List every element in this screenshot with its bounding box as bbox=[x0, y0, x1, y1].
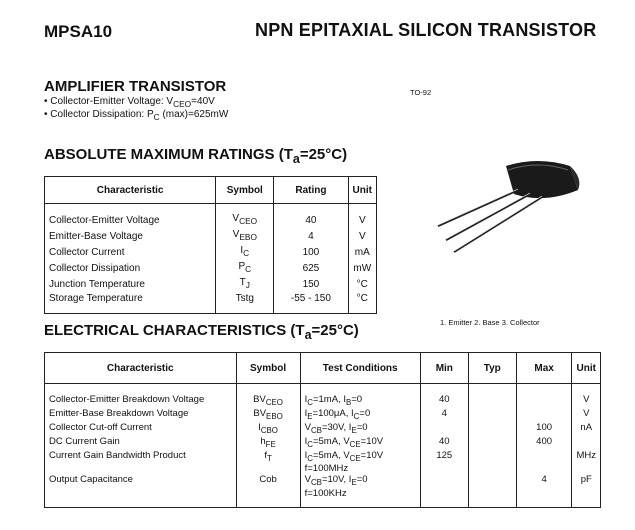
column-header: Test Conditions bbox=[300, 353, 420, 384]
table-cell: 40 bbox=[274, 204, 348, 229]
table-cell bbox=[516, 408, 572, 422]
table-row bbox=[45, 436, 601, 450]
table-cell: 100 bbox=[516, 422, 572, 436]
table-row bbox=[45, 422, 601, 436]
table-cell: 100 bbox=[274, 244, 348, 260]
table-cell: $I_C=5mA$, $V_{CE}=10V$ bbox=[300, 436, 420, 450]
column-header: Characteristic bbox=[45, 177, 216, 204]
table-row bbox=[45, 204, 377, 229]
transistor-body bbox=[506, 161, 579, 198]
table-cell: 40 bbox=[420, 436, 468, 450]
column-header: Characteristic bbox=[45, 353, 237, 384]
table-cell: V bbox=[583, 394, 590, 405]
table-row bbox=[45, 408, 601, 422]
table-cell: Collector-Emitter Voltage bbox=[45, 204, 216, 229]
feature-list bbox=[44, 96, 228, 122]
table-cell: V bbox=[358, 230, 366, 242]
feature-item: • Collector Dissipation: $P_C$ (max)=625mW bbox=[44, 109, 229, 122]
table-cell: 150 bbox=[274, 276, 348, 292]
table-cell bbox=[468, 436, 516, 450]
table-cell: Tstg bbox=[216, 292, 274, 305]
table-cell: °C bbox=[356, 293, 368, 304]
table-cell bbox=[516, 384, 572, 408]
table-cell bbox=[516, 450, 572, 464]
package-label: TO-92 bbox=[410, 88, 432, 97]
table-header-row bbox=[45, 353, 601, 384]
table-row bbox=[45, 384, 601, 408]
table-cell bbox=[45, 463, 237, 474]
table-header-row bbox=[45, 177, 377, 204]
table-row bbox=[45, 276, 377, 292]
table-cell: 4 bbox=[420, 408, 468, 422]
document-title: NPN EPITAXIAL SILICON TRANSISTOR bbox=[255, 20, 597, 40]
column-header: Unit bbox=[348, 177, 376, 204]
table-cell: $f_T$ bbox=[236, 450, 300, 464]
table-cell: 4 bbox=[516, 474, 572, 488]
table-cell bbox=[572, 488, 601, 499]
feature-item: • Collector-Emitter Voltage: $V_{CEO}=40V$ bbox=[44, 96, 215, 109]
table-cell: $I_C=1mA$, $I_B=0$ bbox=[300, 384, 420, 408]
table-cell: $I_{CBO}$ bbox=[236, 422, 300, 436]
transistor-leads bbox=[438, 190, 542, 252]
table-row bbox=[45, 474, 601, 488]
column-header: Rating bbox=[274, 177, 348, 204]
table-cell: f=100KHz bbox=[300, 488, 420, 499]
table-cell bbox=[468, 408, 516, 422]
table-cell: mA bbox=[354, 246, 370, 258]
table-cell bbox=[572, 463, 601, 474]
table-cell: Storage Temperature bbox=[45, 292, 216, 305]
section-heading-electrical: ELECTRICAL CHARACTERISTICS $(T_a=25^\circ C)$ bbox=[44, 322, 359, 342]
table-cell: Collector Cut-off Current bbox=[45, 422, 237, 436]
table-cell: V bbox=[358, 214, 366, 226]
table-cell bbox=[420, 463, 468, 474]
table-cell: °C bbox=[356, 278, 368, 290]
table-cell bbox=[45, 488, 237, 499]
table-row bbox=[45, 488, 601, 499]
table-cell: $P_C$ bbox=[216, 260, 274, 276]
column-header: Symbol bbox=[216, 177, 274, 204]
table-cell: $V_{EBO}$ bbox=[216, 228, 274, 244]
table-cell bbox=[468, 488, 516, 499]
column-header: Symbol bbox=[236, 353, 300, 384]
table-cell: $BV_{EBO}$ bbox=[236, 408, 300, 422]
table-cell bbox=[420, 488, 468, 499]
table-cell bbox=[236, 463, 300, 474]
table-cell: MHz bbox=[576, 449, 596, 461]
column-header: Max bbox=[516, 353, 572, 384]
table-cell: nA bbox=[580, 421, 593, 433]
table-cell bbox=[236, 488, 300, 499]
table-cell bbox=[516, 463, 572, 474]
table-cell: Collector Current bbox=[45, 244, 216, 260]
table-cell: $T_J$ bbox=[216, 276, 274, 292]
table-cell: mW bbox=[353, 262, 372, 274]
column-header: Unit bbox=[572, 353, 601, 384]
table-cell: $h_{FE}$ bbox=[236, 436, 300, 450]
table-cell: Cob bbox=[236, 474, 300, 488]
table-cell: Output Capacitance bbox=[45, 474, 237, 488]
table-cell bbox=[468, 422, 516, 436]
table-cell bbox=[516, 488, 572, 499]
to92-package-image bbox=[418, 148, 598, 258]
table-row bbox=[45, 244, 377, 260]
column-header: Typ bbox=[468, 353, 516, 384]
table-cell bbox=[468, 474, 516, 488]
table-cell: V bbox=[583, 407, 590, 419]
table-cell bbox=[420, 474, 468, 488]
absolute-max-table bbox=[44, 176, 377, 314]
table-cell: Emitter-Base Voltage bbox=[45, 228, 216, 244]
table-row bbox=[45, 260, 377, 276]
table-cell bbox=[468, 450, 516, 464]
part-number: MPSA10 bbox=[44, 22, 113, 41]
table-cell: -55 - 150 bbox=[274, 292, 348, 305]
table-cell bbox=[468, 463, 516, 474]
table-cell: $I_E=100\mu A$, $I_C=0$ bbox=[300, 408, 420, 422]
table-cell: $V_{CB}=30V$, $I_E=0$ bbox=[300, 422, 420, 436]
table-cell: $BV_{CEO}$ bbox=[236, 384, 300, 408]
table-cell: DC Current Gain bbox=[45, 436, 237, 450]
table-row bbox=[45, 292, 377, 305]
table-cell bbox=[420, 422, 468, 436]
table-cell: Current Gain Bandwidth Product bbox=[45, 450, 237, 464]
table-cell: 625 bbox=[274, 260, 348, 276]
table-cell: $V_{CB}=10V$, $I_E=0$ bbox=[300, 474, 420, 488]
table-cell: Emitter-Base Breakdown Voltage bbox=[45, 408, 237, 422]
table-cell: $V_{CEO}$ bbox=[216, 204, 274, 229]
section-heading-absolute-max: ABSOLUTE MAXIMUM RATINGS $(T_a=25^\circ C)$ bbox=[44, 146, 348, 166]
table-cell: 125 bbox=[420, 450, 468, 464]
table-row bbox=[45, 463, 601, 474]
pin-legend: 1. Emitter 2. Base 3. Collector bbox=[440, 318, 540, 327]
table-cell: Collector-Emitter Breakdown Voltage bbox=[45, 384, 237, 408]
table-cell: f=100MHz bbox=[300, 463, 420, 474]
section-heading-amplifier: AMPLIFIER TRANSISTOR bbox=[44, 78, 227, 95]
table-cell: $I_C=5mA$, $V_{CE}=10V$ bbox=[300, 450, 420, 464]
table-row bbox=[45, 228, 377, 244]
column-header: Min bbox=[420, 353, 468, 384]
table-cell: pF bbox=[580, 474, 592, 486]
electrical-characteristics-table bbox=[44, 352, 601, 508]
table-cell: 400 bbox=[516, 436, 572, 450]
table-cell bbox=[572, 436, 601, 450]
table-cell: Collector Dissipation bbox=[45, 260, 216, 276]
table-cell: $I_C$ bbox=[216, 244, 274, 260]
table-cell: 4 bbox=[274, 228, 348, 244]
table-cell: Junction Temperature bbox=[45, 276, 216, 292]
table-cell bbox=[468, 384, 516, 408]
table-cell: 40 bbox=[420, 384, 468, 408]
table-row bbox=[45, 450, 601, 464]
